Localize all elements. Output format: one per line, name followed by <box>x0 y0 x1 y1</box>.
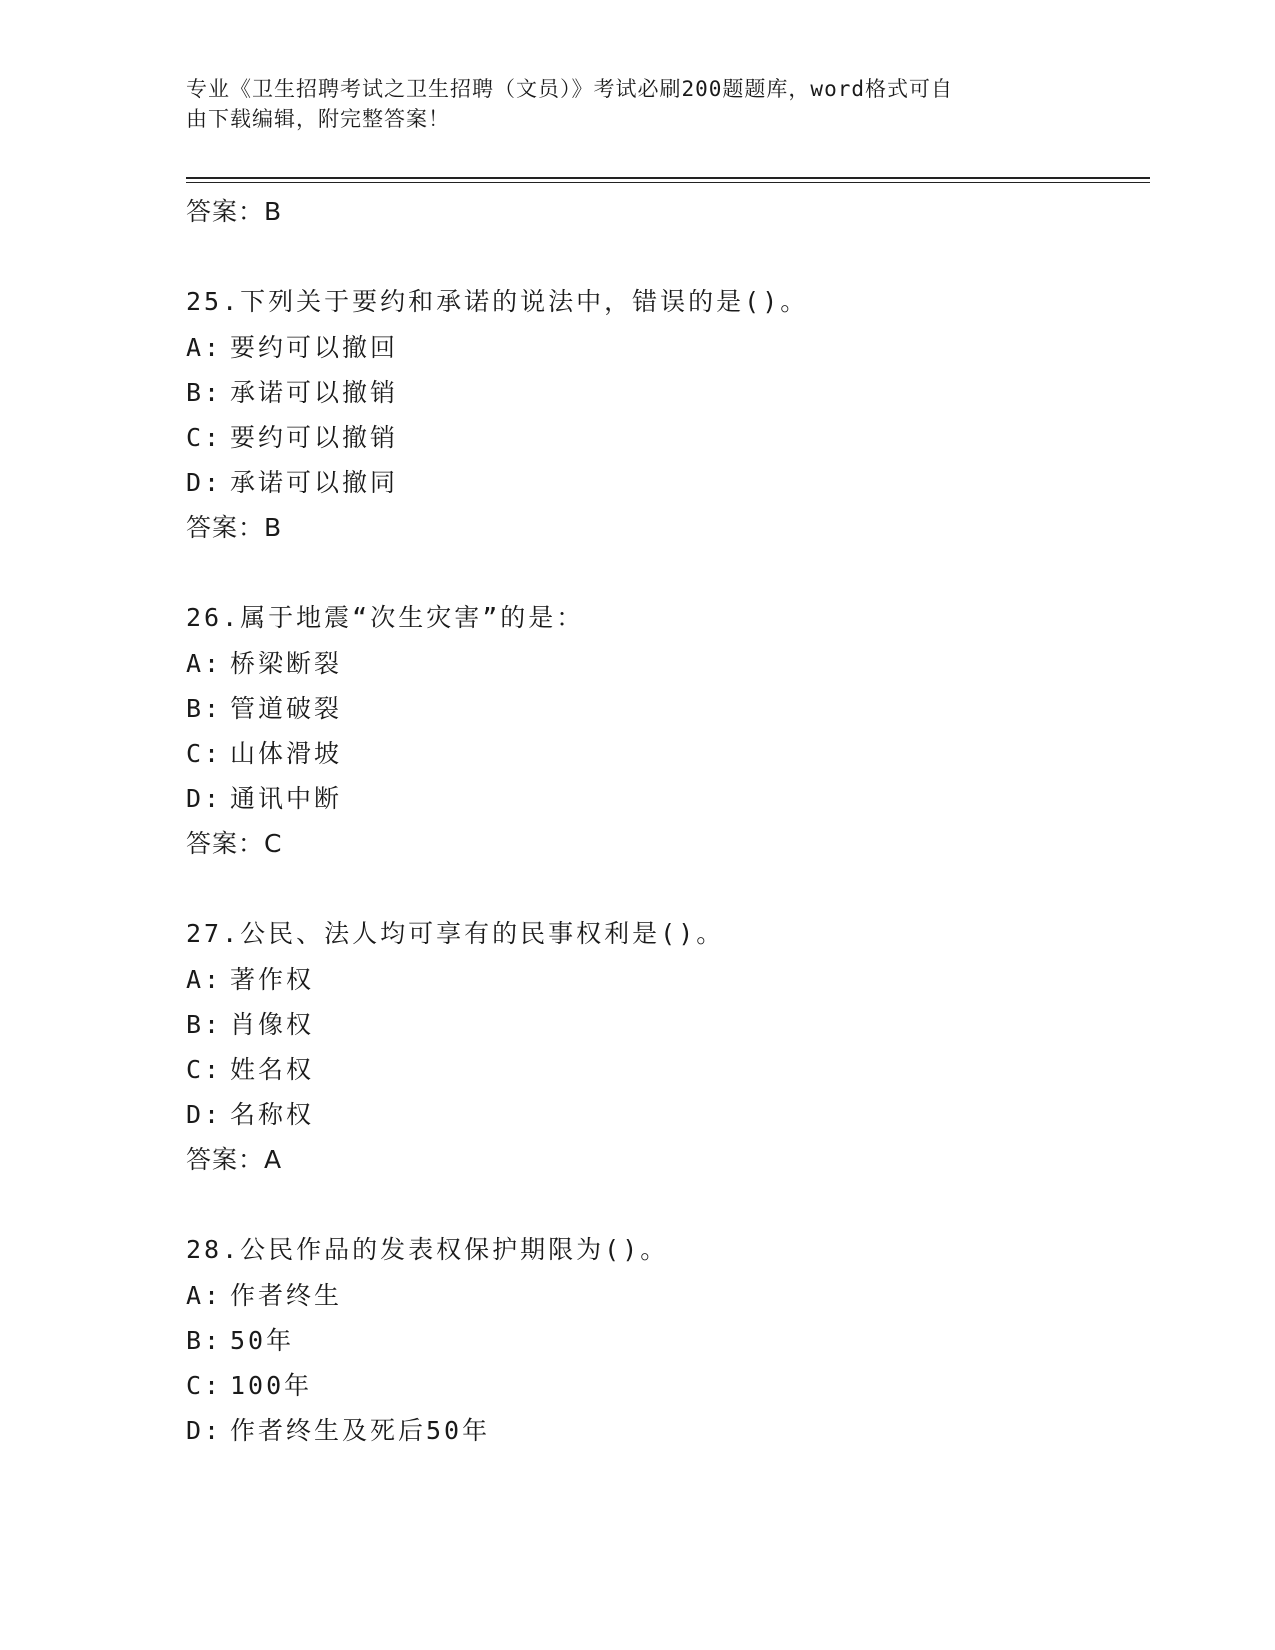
spacer <box>186 235 1150 279</box>
option-text: 50年 <box>230 1326 295 1355</box>
header-divider-thick <box>186 177 1150 179</box>
option-d <box>186 776 1150 821</box>
header-line-2: 由下载编辑，附完整答案！ <box>186 107 450 131</box>
question-stem: 27.公民、法人均可享有的民事权利是()。 <box>186 919 725 948</box>
header-divider-thin <box>186 182 1150 183</box>
option-letter: D: <box>186 468 223 497</box>
option-c <box>186 415 1150 460</box>
question-list <box>186 189 1150 1453</box>
option-letter: A: <box>186 1281 223 1310</box>
option-text: 要约可以撤回 <box>230 333 399 362</box>
question-block <box>186 279 1150 551</box>
option-letter: C: <box>186 739 223 768</box>
option-text: 管道破裂 <box>230 694 343 723</box>
option-letter: C: <box>186 423 223 452</box>
question-stem: 26.属于地震“次生灾害”的是： <box>186 603 585 632</box>
header-line-1: 专业《卫生招聘考试之卫生招聘（文员）》考试必刷200题题库，word格式可自 <box>186 77 953 101</box>
option-text: 承诺可以撤同 <box>230 468 399 497</box>
answer-line: 答案：A <box>186 1145 283 1174</box>
question-block <box>186 1227 1150 1453</box>
option-a <box>186 957 1150 1002</box>
option-b <box>186 370 1150 415</box>
option-text: 肖像权 <box>230 1010 315 1039</box>
answer-line: 答案：C <box>186 829 283 858</box>
answer-line: 答案：B <box>186 513 283 542</box>
option-text: 桥梁断裂 <box>230 649 343 678</box>
option-letter: A: <box>186 649 223 678</box>
option-text: 著作权 <box>230 965 315 994</box>
option-letter: A: <box>186 333 223 362</box>
option-a <box>186 325 1150 370</box>
option-letter: B: <box>186 378 223 407</box>
document-header <box>186 74 1066 134</box>
option-letter: B: <box>186 694 223 723</box>
option-a <box>186 641 1150 686</box>
answer-line: 答案：B <box>186 197 283 226</box>
spacer <box>186 551 1150 595</box>
option-letter: C: <box>186 1055 223 1084</box>
question-block <box>186 911 1150 1183</box>
option-c <box>186 731 1150 776</box>
option-letter: D: <box>186 1416 223 1445</box>
option-b <box>186 1002 1150 1047</box>
option-letter: D: <box>186 784 223 813</box>
option-text: 山体滑坡 <box>230 739 343 768</box>
option-letter: D: <box>186 1100 223 1129</box>
option-d <box>186 1408 1150 1453</box>
option-d <box>186 460 1150 505</box>
option-d <box>186 1092 1150 1137</box>
option-text: 要约可以撤销 <box>230 423 399 452</box>
spacer <box>186 867 1150 911</box>
option-text: 姓名权 <box>230 1055 315 1084</box>
option-a <box>186 1273 1150 1318</box>
option-letter: B: <box>186 1326 223 1355</box>
option-letter: B: <box>186 1010 223 1039</box>
question-stem: 28.公民作品的发表权保护期限为()。 <box>186 1235 669 1264</box>
option-text: 作者终生及死后50年 <box>230 1416 491 1445</box>
option-letter: C: <box>186 1371 223 1400</box>
question-stem: 25.下列关于要约和承诺的说法中，错误的是()。 <box>186 287 809 316</box>
spacer <box>186 1183 1150 1227</box>
option-c <box>186 1047 1150 1092</box>
option-c <box>186 1363 1150 1408</box>
option-text: 承诺可以撤销 <box>230 378 399 407</box>
option-text: 通讯中断 <box>230 784 343 813</box>
option-b <box>186 686 1150 731</box>
option-b <box>186 1318 1150 1363</box>
option-text: 作者终生 <box>230 1281 343 1310</box>
option-text: 名称权 <box>230 1100 315 1129</box>
option-text: 100年 <box>230 1371 313 1400</box>
question-block <box>186 595 1150 867</box>
option-letter: A: <box>186 965 223 994</box>
